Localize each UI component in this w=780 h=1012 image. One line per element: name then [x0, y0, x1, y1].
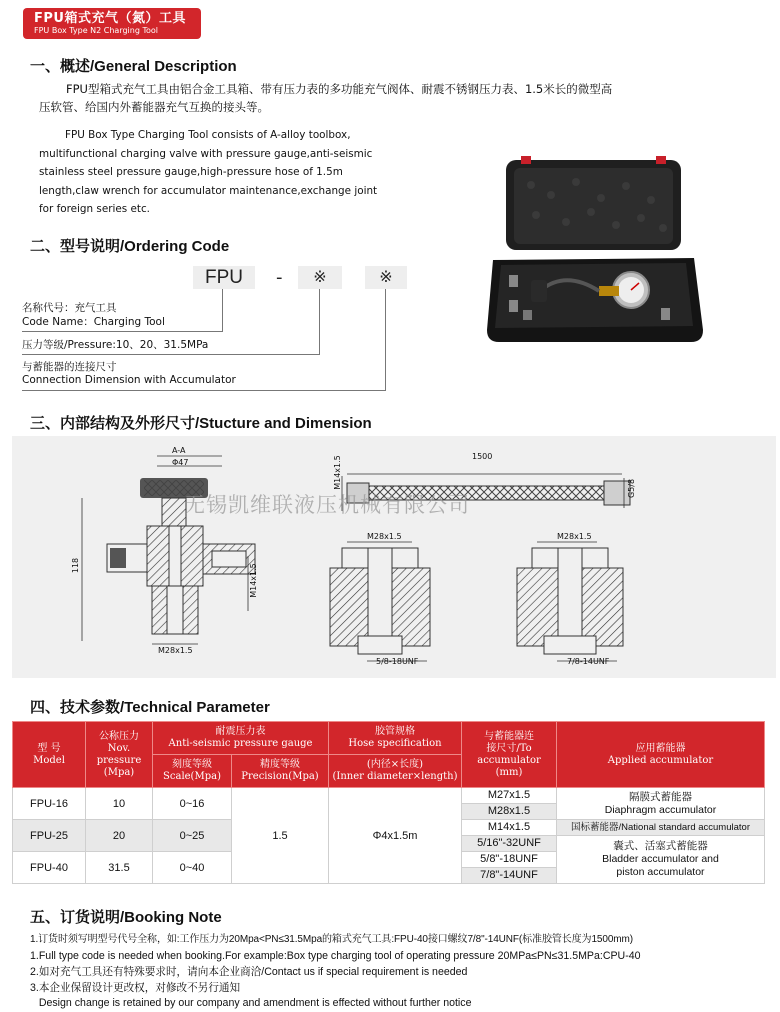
dimension-drawing	[12, 436, 776, 678]
code-leader-2	[319, 289, 320, 354]
code-x2: ※	[365, 266, 407, 289]
code-name-cn: 名称代号：充气工具	[22, 302, 117, 314]
note-line: Design change is retained by our company and amendment is effected without further notice	[30, 997, 472, 1009]
header-applied: 应用蓄能器 Applied accumulator	[557, 722, 765, 788]
header-hose-sub: (内径×长度) (Inner diameter×length)	[329, 755, 462, 788]
header-title-cn: FPU箱式充气（氮）工具	[34, 11, 186, 26]
section3-title: 三、内部结构及外形尺寸/Stucture and Dimension	[30, 415, 372, 432]
label-g58: G5/8	[627, 478, 637, 499]
label-118: 118	[71, 557, 81, 574]
table-cell-model: FPU-25	[13, 820, 86, 852]
section1-en-text	[39, 126, 479, 219]
table-cell-conn: 5/8"-18UNF	[462, 852, 557, 868]
table-cell-model: FPU-40	[13, 852, 86, 884]
table-cell-pressure: 10	[86, 788, 153, 820]
table-cell-precision: 1.5	[232, 788, 329, 884]
section1-title: 一、概述/General Description	[30, 58, 237, 75]
table-cell-model: FPU-16	[13, 788, 86, 820]
code-x1: ※	[298, 266, 342, 289]
section4-title: 四、技术参数/Technical Parameter	[30, 699, 270, 716]
header-title-en: FPU Box Type N2 Charging Tool	[34, 26, 159, 35]
label-1500: 1500	[472, 452, 493, 461]
table-cell-applied-national: 国标蓄能器/National standard accumulator	[557, 820, 765, 836]
section2-title: 二、型号说明/Ordering Code	[30, 238, 230, 255]
label-unf-b: 7/8-14UNF	[567, 657, 610, 666]
table-cell-conn: M27x1.5	[462, 788, 557, 804]
table-cell-conn: M14x1.5	[462, 820, 557, 836]
note-line: 1.Full type code is needed when booking.For example:Box type charging tool of operating pressure 20MPa≤PN≤31.5MPa:CPU-40	[30, 950, 641, 962]
table-cell-scale: 0~16	[153, 788, 232, 820]
label-m28-bottom: M28x1.5	[158, 646, 193, 655]
en-line: length,claw wrench for accumulator maintenance,exchange joint	[39, 184, 378, 197]
note-line: 2.如对充气工具还有特殊要求时，请向本企业商洽/Contact us if special requirement is needed	[30, 966, 468, 978]
table-cell-conn: M28x1.5	[462, 804, 557, 820]
header-precision: 精度等级 Precision(Mpa)	[232, 755, 329, 788]
table-cell-applied-bladder: 囊式、活塞式蓄能器 Bladder accumulator and piston accumulator	[557, 836, 765, 884]
label-aa: A-A	[172, 446, 186, 455]
code-name-en: Code Name：Charging Tool	[22, 316, 165, 328]
label-unf-a: 5/8-18UNF	[376, 657, 419, 666]
header-hose: 胶管规格 Hose specification	[329, 722, 462, 755]
label-phi47: Φ47	[172, 458, 189, 467]
code-leader-1h	[22, 331, 223, 332]
section1-cn-text	[39, 80, 769, 116]
header-model: 型 号 Model	[13, 722, 86, 788]
en-line: stainless steel pressure gauge,high-pressure hose of 1.5m	[39, 166, 343, 178]
conn-en: Connection Dimension with Accumulator	[22, 374, 236, 386]
code-leader-3	[385, 289, 386, 390]
table-cell-pressure: 31.5	[86, 852, 153, 884]
table-cell-conn: 5/16"-32UNF	[462, 836, 557, 852]
section5-title: 五、订货说明/Booking Note	[30, 909, 222, 926]
code-leader-3h	[22, 390, 386, 391]
en-line: multifunctional charging valve with pressure gauge,anti-seismic	[39, 147, 373, 160]
table-cell-hose: Φ4x1.5m	[329, 788, 462, 884]
label-m28-b: M28x1.5	[557, 532, 592, 541]
en-line: FPU Box Type Charging Tool consists of A-alloy toolbox,	[65, 129, 351, 141]
header-conn: 与蓄能器连 接尺寸/To accumulator (mm)	[462, 722, 557, 788]
table-cell-scale: 0~40	[153, 852, 232, 884]
dimension-panel	[12, 436, 776, 678]
header-seismic: 耐震压力表 Anti-seismic pressure gauge	[153, 722, 329, 755]
label-m14-side: M14x1.5	[248, 563, 258, 598]
note-line: 3.本企业保留设计更改权，对修改不另行通知	[30, 982, 241, 994]
table-cell-scale: 0~25	[153, 820, 232, 852]
adapter-drawing	[517, 542, 623, 661]
header-badge	[23, 8, 201, 39]
table-cell-conn: 7/8"-14UNF	[462, 868, 557, 884]
pressure-text: 压力等级/Pressure:10、20、31.5MPa	[22, 339, 209, 351]
cn-line: FPU型箱式充气工具由铝合金工具箱、带有压力表的多功能充气阀体、耐震不锈钢压力表、1.5米长的微型高	[66, 82, 613, 96]
header-scale: 刻度等级 Scale(Mpa)	[153, 755, 232, 788]
table-cell-pressure: 20	[86, 820, 153, 852]
cn-line: 压软管、给国内外蓄能器充气互换的接头等。	[39, 100, 269, 114]
en-line: for foreign series etc.	[39, 203, 150, 215]
code-leader-2h	[22, 354, 320, 355]
toolbox-photo	[481, 150, 706, 350]
watermark: 无锡凯维联液压机械有限公司	[184, 493, 470, 517]
label-m14-hose: M14x1.5	[332, 455, 342, 490]
code-dash: -	[276, 267, 283, 288]
header-nov-pressure: 公称压力 Nov. pressure (Mpa)	[86, 722, 153, 788]
table-cell-applied-diaphragm: 隔膜式蓄能器 Diaphragm accumulator	[557, 788, 765, 820]
label-m28-a: M28x1.5	[367, 532, 402, 541]
note-line: 1.订货时须写明型号代号全称，如:工作压力为20Mpa<PN≤31.5Mpa的箱式充气工具:FPU-40接口螺纹7/8"-14UNF(标准胶管长度为1500mm)	[30, 934, 633, 945]
code-leader-1	[222, 289, 223, 331]
conn-cn: 与蓄能器的连接尺寸	[22, 361, 117, 373]
valve-cross-section-drawing	[82, 456, 255, 644]
parameter-table	[12, 721, 765, 884]
adapter-drawing	[330, 542, 430, 661]
code-prefix: FPU	[193, 266, 255, 289]
